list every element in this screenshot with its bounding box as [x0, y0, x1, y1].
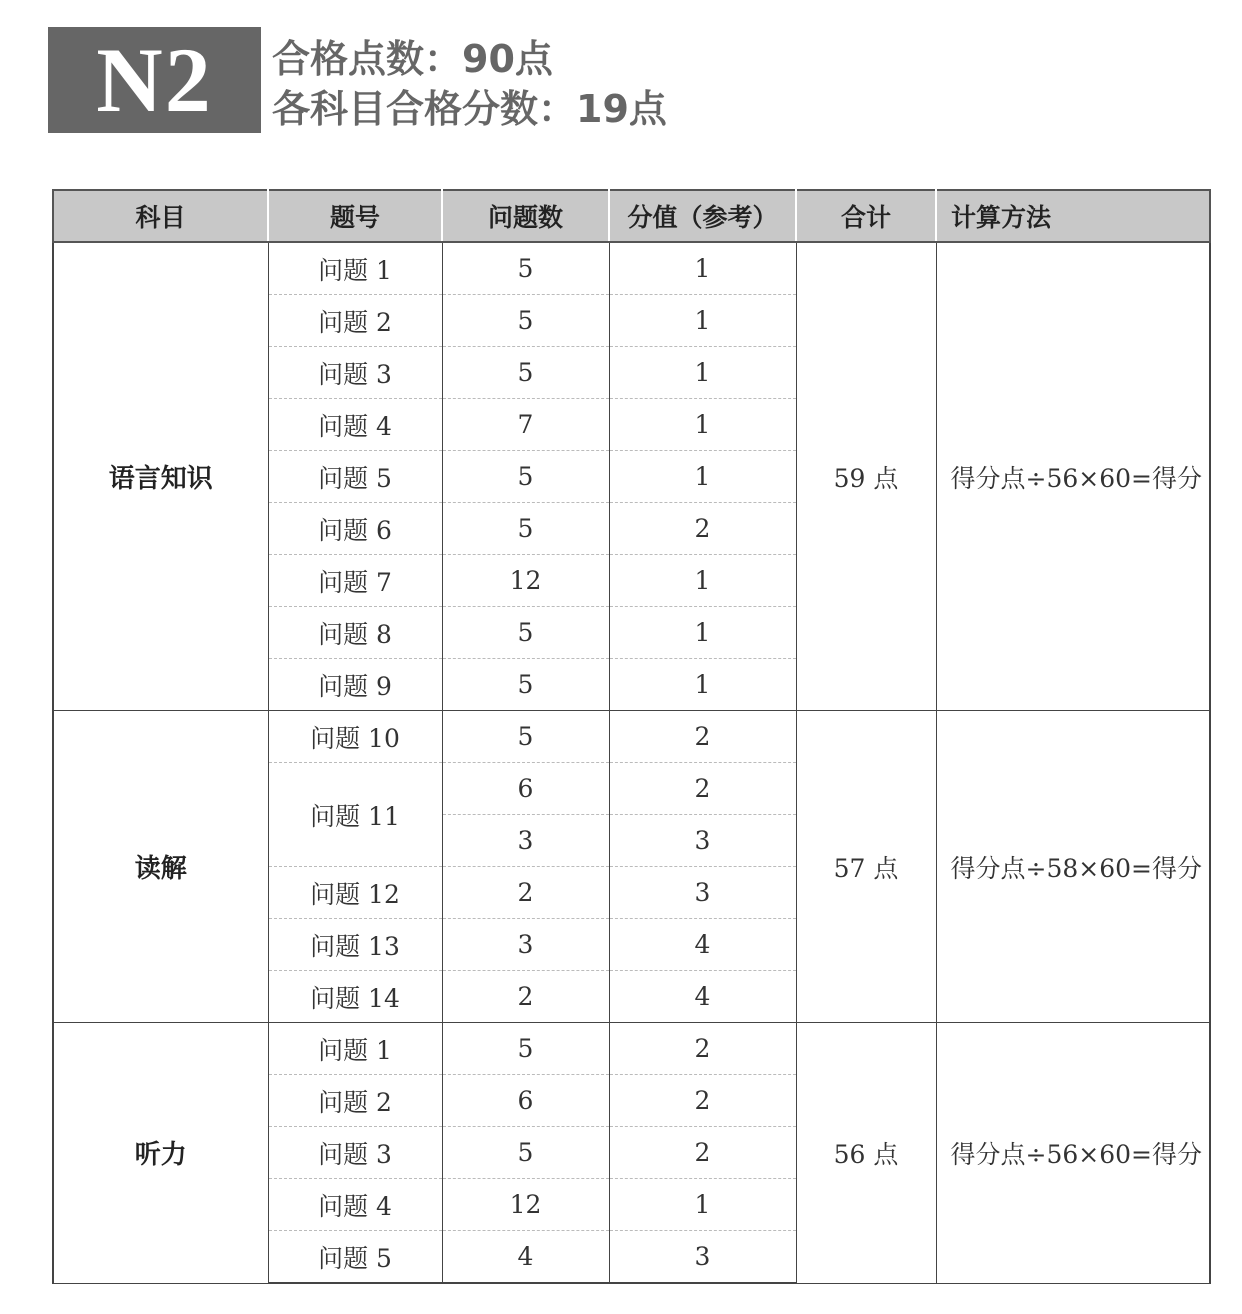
score-table: [52, 189, 1211, 1284]
value-cell: 2: [609, 1127, 796, 1179]
question-cell: 问题 13: [268, 919, 442, 971]
method-cell: 得分点÷56×60=得分: [936, 1023, 1210, 1284]
count-cell: 12: [442, 555, 609, 607]
count-cell: 5: [442, 242, 609, 295]
question-cell: 问题 10: [268, 711, 442, 763]
level-badge: N2: [48, 27, 261, 133]
method-cell: 得分点÷58×60=得分: [936, 711, 1210, 1023]
total-cell: 56 点: [796, 1023, 936, 1284]
question-cell: 问题 1: [268, 242, 442, 295]
method-cell: 得分点÷56×60=得分: [936, 242, 1210, 711]
count-cell: 7: [442, 399, 609, 451]
question-cell: 问题 7: [268, 555, 442, 607]
value-cell: 1: [609, 607, 796, 659]
header-question-count: 问题数: [442, 190, 609, 242]
question-cell: 问题 3: [268, 347, 442, 399]
value-cell: 3: [609, 1231, 796, 1284]
question-cell: 问题 2: [268, 295, 442, 347]
table-row: [53, 1023, 1210, 1075]
count-cell: 5: [442, 347, 609, 399]
count-cell: 5: [442, 711, 609, 763]
question-cell: 问题 2: [268, 1075, 442, 1127]
value-cell: 2: [609, 711, 796, 763]
header-question-no: 题号: [268, 190, 442, 242]
count-cell: 5: [442, 659, 609, 711]
value-cell: 2: [609, 1023, 796, 1075]
header-method: 计算方法: [936, 190, 1210, 242]
question-cell: 问题 6: [268, 503, 442, 555]
value-cell: 1: [609, 555, 796, 607]
question-cell: 问题 14: [268, 971, 442, 1023]
value-cell: 2: [609, 763, 796, 815]
total-cell: 59 点: [796, 242, 936, 711]
value-cell: 1: [609, 399, 796, 451]
count-cell: 6: [442, 763, 609, 815]
question-cell: 问题 11: [268, 763, 442, 867]
value-cell: 1: [609, 451, 796, 503]
header-point-value: 分值（参考）: [609, 190, 796, 242]
value-cell: 1: [609, 242, 796, 295]
value-cell: 3: [609, 867, 796, 919]
header-subject: 科目: [53, 190, 268, 242]
count-cell: 3: [442, 815, 609, 867]
value-cell: 1: [609, 659, 796, 711]
question-cell: 问题 3: [268, 1127, 442, 1179]
count-cell: 5: [442, 295, 609, 347]
question-cell: 问题 1: [268, 1023, 442, 1075]
question-cell: 问题 8: [268, 607, 442, 659]
value-cell: 2: [609, 503, 796, 555]
table-row: [53, 711, 1210, 763]
count-cell: 5: [442, 607, 609, 659]
count-cell: 12: [442, 1179, 609, 1231]
value-cell: 1: [609, 1179, 796, 1231]
question-cell: 问题 12: [268, 867, 442, 919]
value-cell: 2: [609, 1075, 796, 1127]
pass-criteria: [272, 34, 667, 134]
question-cell: 问题 4: [268, 399, 442, 451]
table-row: [53, 242, 1210, 295]
count-cell: 5: [442, 1023, 609, 1075]
question-cell: 问题 4: [268, 1179, 442, 1231]
question-cell: 问题 5: [268, 451, 442, 503]
count-cell: 4: [442, 1231, 609, 1284]
count-cell: 5: [442, 451, 609, 503]
question-cell: 问题 9: [268, 659, 442, 711]
count-cell: 6: [442, 1075, 609, 1127]
subject-cell: 语言知识: [53, 242, 268, 711]
value-cell: 1: [609, 347, 796, 399]
count-cell: 2: [442, 971, 609, 1023]
value-cell: 4: [609, 919, 796, 971]
count-cell: 2: [442, 867, 609, 919]
pass-total-line: 合格点数：90点: [272, 37, 553, 81]
value-cell: 3: [609, 815, 796, 867]
count-cell: 5: [442, 503, 609, 555]
value-cell: 4: [609, 971, 796, 1023]
header-row: [53, 190, 1210, 242]
header-total: 合计: [796, 190, 936, 242]
subject-cell: 听力: [53, 1023, 268, 1284]
count-cell: 5: [442, 1127, 609, 1179]
pass-subject-line: 各科目合格分数：19点: [272, 87, 667, 131]
question-cell: 问题 5: [268, 1231, 442, 1284]
subject-cell: 读解: [53, 711, 268, 1023]
total-cell: 57 点: [796, 711, 936, 1023]
count-cell: 3: [442, 919, 609, 971]
value-cell: 1: [609, 295, 796, 347]
